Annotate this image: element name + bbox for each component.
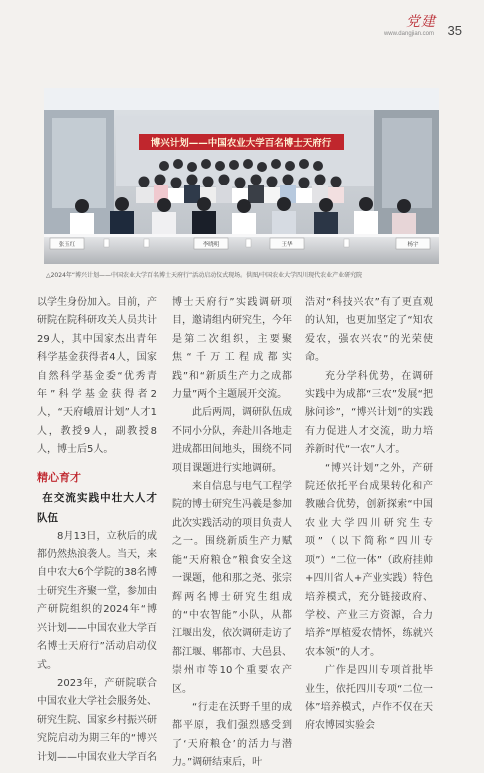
text-column-2 xyxy=(172,294,292,773)
page-header xyxy=(0,0,484,60)
paragraph: 来自信息与电气工程学院的博士研究生冯羲是参加此次实践活动的项目负责人之一。围绕新质生产力赋能“天府粮仓”粮食安全这一课题，他和那之尧、张宗辉两名博士研究生组成的“中农智能”小队，从都江堰出发，依次调研走访了都江堰、郫都市、大邑县、崇州市等10个重要农产区。 xyxy=(172,481,292,695)
nameplate-right: 杨宇 xyxy=(407,242,419,248)
banner-text: 博兴计划——中国农业大学百名博士天府行 xyxy=(150,138,332,149)
paragraph: 充分学科优势，在调研实践中为成都“三农”发展“把脉问诊”，“博兴计划”的实践有力促进人才交流，助力培养新时代“一农”人才。 xyxy=(305,370,433,456)
paragraph: 浩对“科技兴农”有了更直观的认知，也更加坚定了“知农爱农，强农兴农”的光荣使命。 xyxy=(305,297,433,364)
nameplate-mid-left: 李晓明 xyxy=(202,242,220,248)
section-subtitle: 在交流实践中壮大人才队伍 xyxy=(37,491,157,524)
nameplate-mid-right: 王华 xyxy=(281,242,293,248)
section-title: 精心育才 xyxy=(37,470,81,484)
paragraph: “博兴计划”之外，产研院还依托平台成果转化和产教融合优势，创新探索“中国农业大学四川研究生专项”（以下简称“四川专项”）“二位一体”（政府挂帅+四川省人+产业实践）特色培养模式，充分链接政府、学校、产业三方资源，合力培养“厚植爱农情怀，练就兴农本领”的人才。 xyxy=(305,462,433,658)
paragraph: 广作是四川专项首批毕业生，依托四川专项“二位一体”培养模式，卢作不仅在天府农博园实验会 xyxy=(305,665,433,732)
paragraph: 此后两周，调研队伍成不同小分队，奔赴川各地走进成都田间地头，围绕不同项目课题进行实地调研。 xyxy=(172,407,292,474)
magazine-brand: 党建 xyxy=(406,14,436,30)
magazine-url: www.dangjian.com xyxy=(383,31,434,37)
paragraph: 博士天府行”实践调研项目，邀请组内研究生，今年是第二次组织，主要聚焦“千万工程成都实践”和“新质生产力之成都力量”两个主题展开交流。 xyxy=(172,297,292,401)
photo-caption: △2024年“博兴计划——中国农业大学百名博士天府行”活动启动仪式现场。供图/中国农业大学四川现代农业产业研究院 xyxy=(46,272,363,279)
paragraph: 8月13日，立秋后的成都仍然热浪袭人。当天，来自中农大6个学院的38名博士研究生齐聚一堂，参加由产研院组织的2024年“博兴计划——中国农业大学百名博士天府行”活动启动仪式。 xyxy=(37,530,157,671)
group-photo xyxy=(44,88,439,264)
paragraph: 2023年，产研院联合中国农业大学社会服务处、研究生院、国家乡村振兴研究院启动为期三年的“博兴计划——中国农业大学百名 xyxy=(37,677,157,763)
paragraph: “行走在沃野千里的成都平原，我们强烈感受到了‘天府粮仓’的活力与潜力。”调研结束后，叶 xyxy=(172,701,292,769)
text-column-3 xyxy=(305,294,433,736)
text-column-1 xyxy=(37,294,157,767)
paragraph: 以学生身份加入。目前，产研院在院科研攻关人员共计29人，其中国家杰出青年科学基金获得者4人，国家自然科学基金委“优秀青年”科学基金获得者2人，“天府峨眉计划”人才1人，教授9人，副教授8人，博士后5人。 xyxy=(37,297,157,456)
nameplate-left: 张玉红 xyxy=(58,242,76,248)
page-number: 35 xyxy=(447,23,462,38)
